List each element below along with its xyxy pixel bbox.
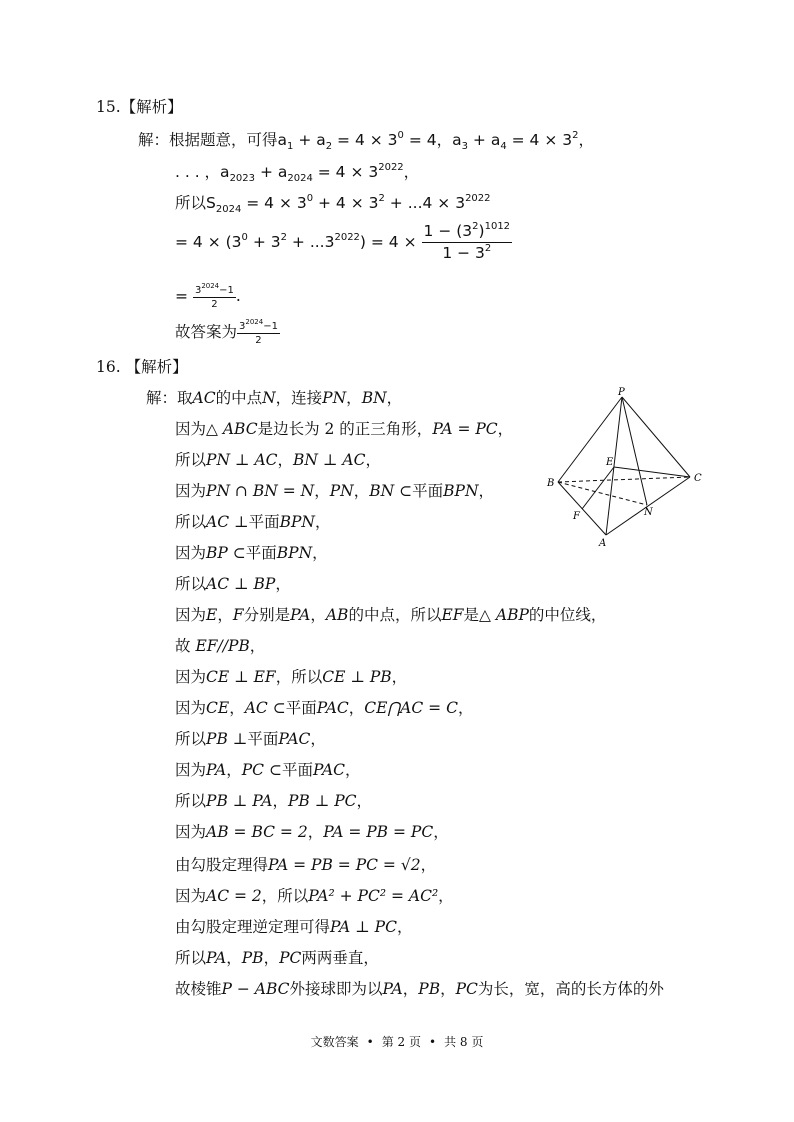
p16-line: 所以PB ⊥平面PAC， (175, 730, 326, 748)
p15-line-5: = $\frac{3^{2024}-1}{2}$ . (175, 281, 241, 310)
pyramid-figure (540, 385, 715, 550)
p16-line: 因为PA，PC ⊂平面PAC， (175, 761, 361, 779)
p16-line: 故棱锥P − ABC外接球即为以PA，PB，PC为长，宽，高的长方体的外 (175, 980, 664, 998)
p16-line: 因为CE，AC ⊂平面PAC，CE⋂AC = C， (175, 699, 474, 717)
p16-line: 所以PA，PB，PC两两垂直， (175, 949, 379, 967)
p16-line: 由勾股定理得PA = PB = PC = √2， (175, 856, 437, 874)
label-N: N (644, 507, 653, 518)
label-P: P (618, 387, 625, 398)
p15-line-3: 所以$S_{2024} = 4 \times 3^0 + 4 \times 3^2 + ...4 \times 3^{2022}$ (175, 193, 491, 215)
p16-line: 所以AC ⊥ BP， (175, 575, 291, 593)
label-C: C (694, 473, 702, 484)
edge-PC (622, 397, 690, 477)
problem-15-heading: 15.【解析】 (96, 98, 183, 116)
p16-line: 所以PN ⊥ AC，BN ⊥ AC， (175, 451, 381, 469)
p15-line-6: 故答案为 $\frac{3^{2024}-1}{2}$ (175, 317, 278, 346)
fraction: $\frac{3^{2024}-1}{2}$ (239, 317, 278, 346)
p15-line-4: = $4 \times (3^0 + 3^2 + ...3^{2022}) = 4$ × $\frac{1 - (3^2)^{1012}}{1 - 3^2}$ (175, 221, 511, 262)
p16-line: 所以PB ⊥ PA，PB ⊥ PC， (175, 792, 373, 810)
p16-line: 解：取AC的中点N，连接PN，BN， (146, 389, 403, 407)
edge-EF (582, 467, 614, 509)
p16-line: 因为AB = BC = 2，PA = PB = PC， (175, 823, 449, 841)
edge-EC (614, 467, 690, 477)
label-F: F (573, 511, 580, 522)
label-A: A (599, 538, 607, 549)
p16-line: 故 EF//PB， (175, 637, 266, 655)
p15-line-2: . . . ，$a_{2023} + a_{2024} = 4 \times 3^{2022}$， (175, 162, 420, 184)
label-E: E (606, 457, 614, 468)
fraction: $\frac{1 - (3^2)^{1012}}{1 - 3^2}$ (423, 221, 511, 262)
p15-line-1: 解：根据题意，可得$a_1 + a_2 = 4 \times 3^0 = 4$，$a_3 + a_4 = 4 \times 3^2$， (138, 130, 595, 152)
page-footer: 文数答案 • 第 2 页 • 共 8 页 (310, 1035, 484, 1049)
fraction: $\frac{3^{2024}-1}{2}$ (194, 281, 234, 310)
p16-line: 因为E，F分别是PA，AB的中点，所以EF是△ ABP的中位线， (175, 606, 607, 624)
edge-PN (622, 397, 647, 505)
edge-AC (606, 477, 690, 535)
label-B: B (547, 478, 555, 489)
p16-line: 因为BP ⊂平面BPN， (175, 544, 328, 562)
p16-line: 由勾股定理逆定理可得PA ⊥ PC， (175, 918, 413, 936)
p16-line: 因为PN ∩ BN = N，PN，BN ⊂平面BPN， (175, 482, 495, 500)
edge-BC-dashed (558, 477, 690, 482)
p16-line: 因为△ ABC是边长为 2 的正三角形，PA = PC， (175, 420, 514, 438)
p16-line: 因为CE ⊥ EF，所以CE ⊥ PB， (175, 668, 408, 686)
problem-16-heading: 16. 【解析】 (96, 358, 188, 376)
edge-BN-dashed (558, 482, 647, 505)
p16-line: 所以AC ⊥平面BPN， (175, 513, 331, 531)
p16-line: 因为AC = 2，所以PA² + PC² = AC²， (175, 887, 454, 905)
